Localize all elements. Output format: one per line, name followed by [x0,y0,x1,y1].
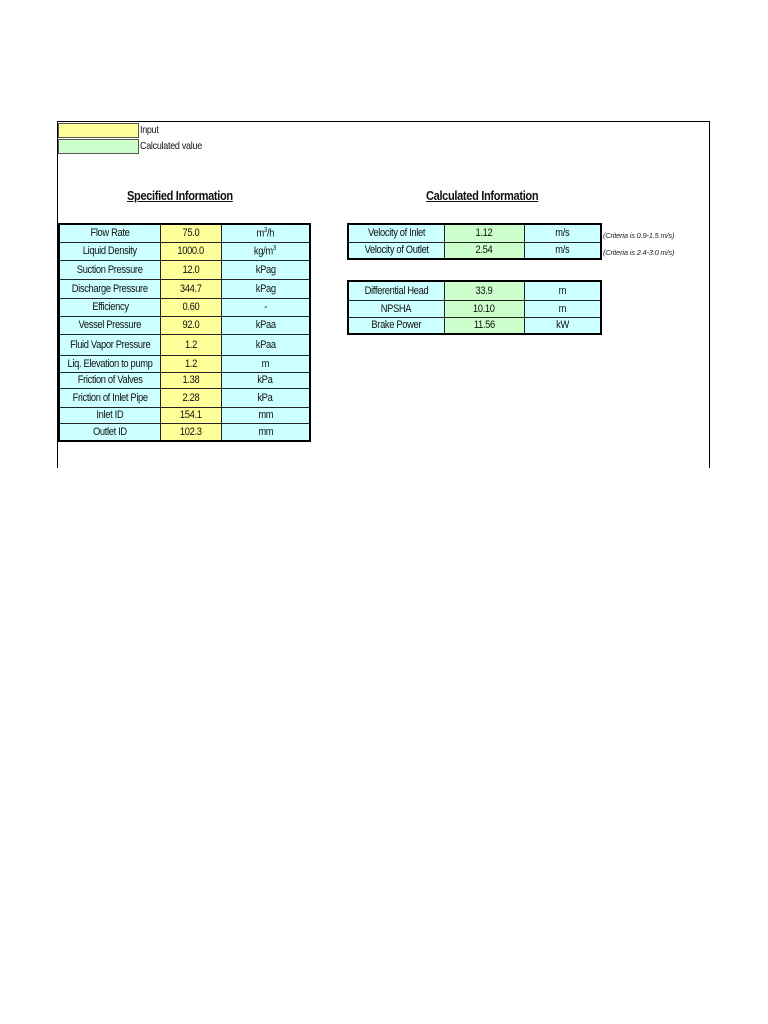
table-row [59,372,310,388]
cell-input[interactable]: 102.3 [161,423,222,441]
results-table [347,280,602,335]
cell-unit: kW [524,317,601,334]
cell-label: Vessel Pressure [59,316,161,334]
cell-unit: m/s [524,242,601,259]
table-row [59,334,310,355]
cell-input[interactable]: 0.60 [161,298,222,316]
legend-input [58,122,162,138]
inlet-criteria-note: (Criteria is 0.9-1.5 m/s) [603,231,675,240]
cell-label: Differential Head [348,281,444,300]
cell-unit: $kg/m^3$ [222,242,310,260]
cell-label: Friction of Inlet Pipe [59,388,161,407]
cell-unit: m [524,300,601,317]
outlet-criteria-note: (Criteria is 2.4-3.0 m/s) [603,248,675,257]
cell-label: Liquid Density [59,242,161,260]
cell-label: Liq. Elevation to pump [59,355,161,372]
specified-heading: Specified Information [127,188,233,203]
cell-label: Suction Pressure [59,260,161,279]
velocity-table [347,223,602,260]
cell-unit: kPa [222,372,310,388]
cell-label: Friction of Valves [59,372,161,388]
cell-unit: kPag [222,260,310,279]
legend-calculated [58,138,213,154]
cell-input[interactable]: 1.2 [161,355,222,372]
cell-label: NPSHA [348,300,444,317]
cell-unit: m [222,355,310,372]
spreadsheet-page [57,121,710,468]
table-row [59,407,310,423]
cell-label: Discharge Pressure [59,279,161,298]
cell-unit: kPaa [222,334,310,355]
cell-label: Velocity of Inlet [348,224,444,242]
cell-label: Outlet ID [59,423,161,441]
specified-table [58,223,311,442]
cell-label: Velocity of Outlet [348,242,444,259]
cell-input[interactable]: 1.2 [161,334,222,355]
table-row [59,224,310,242]
table-row [59,279,310,298]
table-row [348,224,601,242]
legend-input-label: Input [140,124,159,136]
cell-unit: mm [222,407,310,423]
cell-unit: kPaa [222,316,310,334]
cell-input[interactable]: 344.7 [161,279,222,298]
input-swatch [58,123,139,138]
table-row [348,281,601,300]
cell-label: Efficiency [59,298,161,316]
table-row [59,316,310,334]
table-row [59,242,310,260]
cell-label: Inlet ID [59,407,161,423]
cell-input[interactable]: 1.38 [161,372,222,388]
cell-unit: $m^3/h$ [222,224,310,242]
cell-unit: kPag [222,279,310,298]
table-row [59,423,310,441]
cell-unit: kPa [222,388,310,407]
cell-unit: mm [222,423,310,441]
cell-label: Flow Rate [59,224,161,242]
cell-input[interactable]: 2.28 [161,388,222,407]
cell-calculated: 1.12 [444,224,524,242]
cell-input[interactable]: 12.0 [161,260,222,279]
cell-unit: m/s [524,224,601,242]
table-row [59,355,310,372]
cell-label: Brake Power [348,317,444,334]
legend-calculated-label: Calculated value [140,140,202,152]
cell-input[interactable]: 75.0 [161,224,222,242]
table-row [348,242,601,259]
table-row [59,260,310,279]
cell-calculated: 11.56 [444,317,524,334]
table-row [59,388,310,407]
cell-unit: m [524,281,601,300]
cell-unit: - [222,298,310,316]
table-row [348,300,601,317]
table-row [348,317,601,334]
calculated-swatch [58,139,139,154]
cell-calculated: 10.10 [444,300,524,317]
calculated-heading: Calculated Information [426,188,539,203]
cell-input[interactable]: 154.1 [161,407,222,423]
cell-calculated: 2.54 [444,242,524,259]
cell-input[interactable]: 1000.0 [161,242,222,260]
cell-label: Fluid Vapor Pressure [59,334,161,355]
cell-calculated: 33.9 [444,281,524,300]
table-row [59,298,310,316]
cell-input[interactable]: 92.0 [161,316,222,334]
